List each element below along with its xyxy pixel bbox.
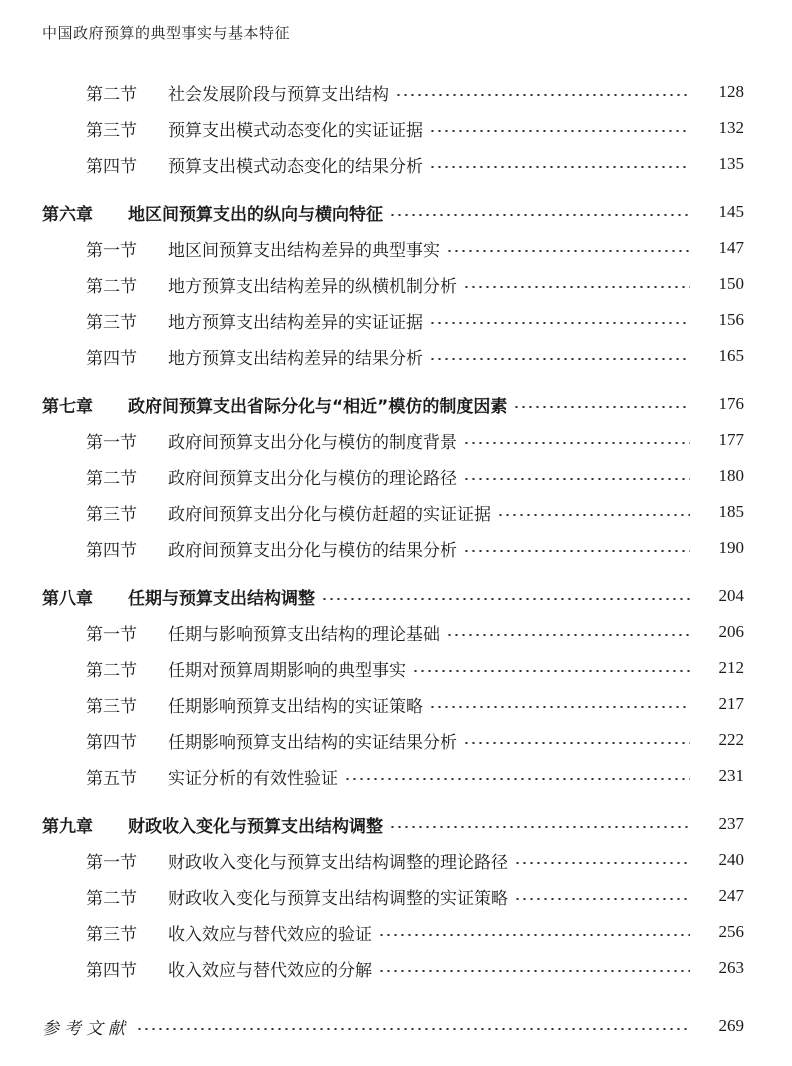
toc-entry-label [0, 728, 457, 753]
toc-entry-title: 地方预算支出结构差异的实证证据 [168, 312, 423, 333]
toc-page-number: 256 [718, 922, 744, 941]
toc-entry-label [0, 764, 338, 789]
toc-entry-number: 第四节 [86, 732, 137, 753]
toc-entry-number: 第四节 [86, 540, 137, 561]
toc-page-number: 204 [718, 586, 744, 605]
toc-entry-number: 第四节 [86, 960, 137, 981]
running-head: 中国政府预算的典型事实与基本特征 [42, 24, 291, 42]
dot-leader [378, 934, 690, 936]
toc-page-number: 128 [718, 82, 744, 101]
toc-page-number: 212 [718, 658, 744, 677]
toc-entry-number: 第八章 [42, 588, 93, 609]
toc-entry-number: 第二节 [86, 468, 137, 489]
toc-entry-label [0, 620, 440, 645]
toc-entry-title: 政府间预算支出分化与模仿的制度背景 [168, 432, 457, 453]
toc-entry-label [0, 272, 457, 297]
toc-section-row[interactable] [0, 725, 792, 755]
toc-page-number: 185 [718, 502, 744, 521]
toc-page-number: 135 [718, 154, 744, 173]
toc-entry-title: 地区间预算支出结构差异的典型事实 [168, 240, 440, 261]
dot-leader [463, 442, 690, 444]
toc-section-row[interactable] [0, 881, 792, 911]
toc-references-row[interactable] [0, 1011, 792, 1041]
toc-section-row[interactable] [0, 425, 792, 455]
toc-section-row[interactable] [0, 269, 792, 299]
dot-leader [136, 1028, 690, 1030]
toc-page-number: 180 [718, 466, 744, 485]
toc-section-row[interactable] [0, 617, 792, 647]
toc-entry-label [0, 80, 389, 105]
toc-page-number: 156 [718, 310, 744, 329]
dot-leader [429, 358, 690, 360]
toc-entry-label [0, 392, 507, 417]
toc-entry-title: 收入效应与替代效应的分解 [168, 960, 372, 981]
toc-entry-title: 任期影响预算支出结构的实证结果分析 [168, 732, 457, 753]
toc-entry-number: 第四节 [86, 348, 137, 369]
dot-leader [463, 742, 690, 744]
dot-leader [497, 514, 690, 516]
dot-leader [395, 94, 690, 96]
toc-entry-number: 第三节 [86, 696, 137, 717]
toc-entry-number: 第一节 [86, 624, 137, 645]
toc-entry-label [0, 116, 423, 141]
dot-leader [429, 322, 690, 324]
toc-section-row[interactable] [0, 113, 792, 143]
toc-page-number: 240 [718, 850, 744, 869]
toc-entry-number: 第二节 [86, 276, 137, 297]
toc-entry-title: 收入效应与替代效应的验证 [168, 924, 372, 945]
toc-entry-label [0, 920, 372, 945]
toc-entry-number: 第一节 [86, 852, 137, 873]
toc-entry-number: 第一节 [86, 240, 137, 261]
toc-entry-title: 财政收入变化与预算支出结构调整 [128, 816, 383, 837]
toc-entry-label [0, 656, 406, 681]
toc-entry-number: 第三节 [86, 120, 137, 141]
toc-section-row[interactable] [0, 341, 792, 371]
toc-page-number: 222 [718, 730, 744, 749]
toc-entry-label [0, 200, 383, 225]
toc-entry-title: 任期对预算周期影响的典型事实 [168, 660, 406, 681]
toc-entry-number: 第四节 [86, 156, 137, 177]
toc-section-row[interactable] [0, 461, 792, 491]
dot-leader [378, 970, 690, 972]
toc-entry-label [0, 584, 315, 609]
toc-page-number: 231 [718, 766, 744, 785]
toc-entry-label [0, 344, 423, 369]
toc-section-row[interactable] [0, 149, 792, 179]
toc-entry-label [0, 884, 508, 909]
dot-leader [514, 862, 690, 864]
toc-entry-number: 第二节 [86, 888, 137, 909]
toc-entry-number: 第二节 [86, 660, 137, 681]
dot-leader [321, 598, 690, 600]
toc-entry-number: 第六章 [42, 204, 93, 225]
toc-page-number: 176 [718, 394, 744, 413]
toc-page-number: 217 [718, 694, 744, 713]
toc-entry-label [0, 236, 440, 261]
toc-page-number: 150 [718, 274, 744, 293]
toc-chapter-row[interactable] [0, 581, 792, 611]
toc-entry-title: 任期与预算支出结构调整 [128, 588, 315, 609]
dot-leader [514, 898, 690, 900]
toc-entry-title: 任期影响预算支出结构的实证策略 [168, 696, 423, 717]
dot-leader [412, 670, 690, 672]
toc-section-row[interactable] [0, 497, 792, 527]
toc-chapter-row[interactable] [0, 389, 792, 419]
toc-chapter-row[interactable] [0, 197, 792, 227]
toc-entry-label [0, 848, 508, 873]
toc-entry-label [0, 500, 491, 525]
toc-page-number: 269 [718, 1016, 744, 1035]
toc-entry-number: 第九章 [42, 816, 93, 837]
toc-entry-label [0, 1014, 130, 1039]
toc-page-number: 177 [718, 430, 744, 449]
toc-entry-title: 政府间预算支出分化与模仿的结果分析 [168, 540, 457, 561]
toc-page-number: 132 [718, 118, 744, 137]
toc-section-row[interactable] [0, 689, 792, 719]
toc-entry-number: 第一节 [86, 432, 137, 453]
toc-entry-title: 实证分析的有效性验证 [168, 768, 338, 789]
toc-entry-title: 政府间预算支出省际分化与“相近”模仿的制度因素 [128, 396, 508, 417]
dot-leader [389, 214, 690, 216]
toc-section-row[interactable] [0, 845, 792, 875]
toc-entry-label [0, 464, 457, 489]
toc-section-row[interactable] [0, 233, 792, 263]
dot-leader [446, 250, 690, 252]
dot-leader [463, 478, 690, 480]
toc-entry-number: 第二节 [86, 84, 137, 105]
toc-page-number: 190 [718, 538, 744, 557]
toc-page-number: 237 [718, 814, 744, 833]
toc-entry-title: 财政收入变化与预算支出结构调整的实证策略 [168, 888, 508, 909]
toc-entry-label [0, 692, 423, 717]
toc-entry-number: 第三节 [86, 504, 137, 525]
dot-leader [446, 634, 690, 636]
toc-entry-label [0, 308, 423, 333]
toc-entry-title: 任期与影响预算支出结构的理论基础 [168, 624, 440, 645]
toc-entry-title: 地区间预算支出的纵向与横向特征 [128, 204, 383, 225]
toc-entry-label [0, 812, 383, 837]
toc-section-row[interactable] [0, 653, 792, 683]
toc-entry-number: 第七章 [42, 396, 93, 417]
toc-entry-number: 第三节 [86, 312, 137, 333]
toc-entry-label [0, 536, 457, 561]
toc-entry-title: 预算支出模式动态变化的实证证据 [168, 120, 423, 141]
toc-entry-title: 财政收入变化与预算支出结构调整的理论路径 [168, 852, 508, 873]
toc-section-row[interactable] [0, 533, 792, 563]
toc-page-number: 247 [718, 886, 744, 905]
toc-page-number: 165 [718, 346, 744, 365]
toc-chapter-row[interactable] [0, 809, 792, 839]
toc-entry-title: 地方预算支出结构差异的纵横机制分析 [168, 276, 457, 297]
dot-leader [429, 706, 690, 708]
toc-section-row[interactable] [0, 953, 792, 983]
dot-leader [429, 166, 690, 168]
toc-section-row[interactable] [0, 917, 792, 947]
toc-page-number: 145 [718, 202, 744, 221]
toc-entry-title: 政府间预算支出分化与模仿的理论路径 [168, 468, 457, 489]
toc-entry-label [0, 428, 457, 453]
toc-section-row[interactable] [0, 761, 792, 791]
toc-page-number: 206 [718, 622, 744, 641]
toc-entry-title: 地方预算支出结构差异的结果分析 [168, 348, 423, 369]
dot-leader [344, 778, 690, 780]
toc-entry-title: 社会发展阶段与预算支出结构 [168, 84, 389, 105]
dot-leader [429, 130, 690, 132]
toc-entry-label [0, 956, 372, 981]
dot-leader [513, 406, 690, 408]
dot-leader [389, 826, 690, 828]
toc-section-row[interactable] [0, 305, 792, 335]
dot-leader [463, 550, 690, 552]
toc-page-number: 263 [718, 958, 744, 977]
toc-page-number: 147 [718, 238, 744, 257]
toc-entry-title: 预算支出模式动态变化的结果分析 [168, 156, 423, 177]
toc-entry-title: 参考文献 [42, 1018, 130, 1039]
dot-leader [463, 286, 690, 288]
toc-entry-label [0, 152, 423, 177]
toc-entry-title: 政府间预算支出分化与模仿赶超的实证证据 [168, 504, 491, 525]
toc-section-row[interactable] [0, 77, 792, 107]
toc-entry-number: 第五节 [86, 768, 137, 789]
toc-entry-number: 第三节 [86, 924, 137, 945]
